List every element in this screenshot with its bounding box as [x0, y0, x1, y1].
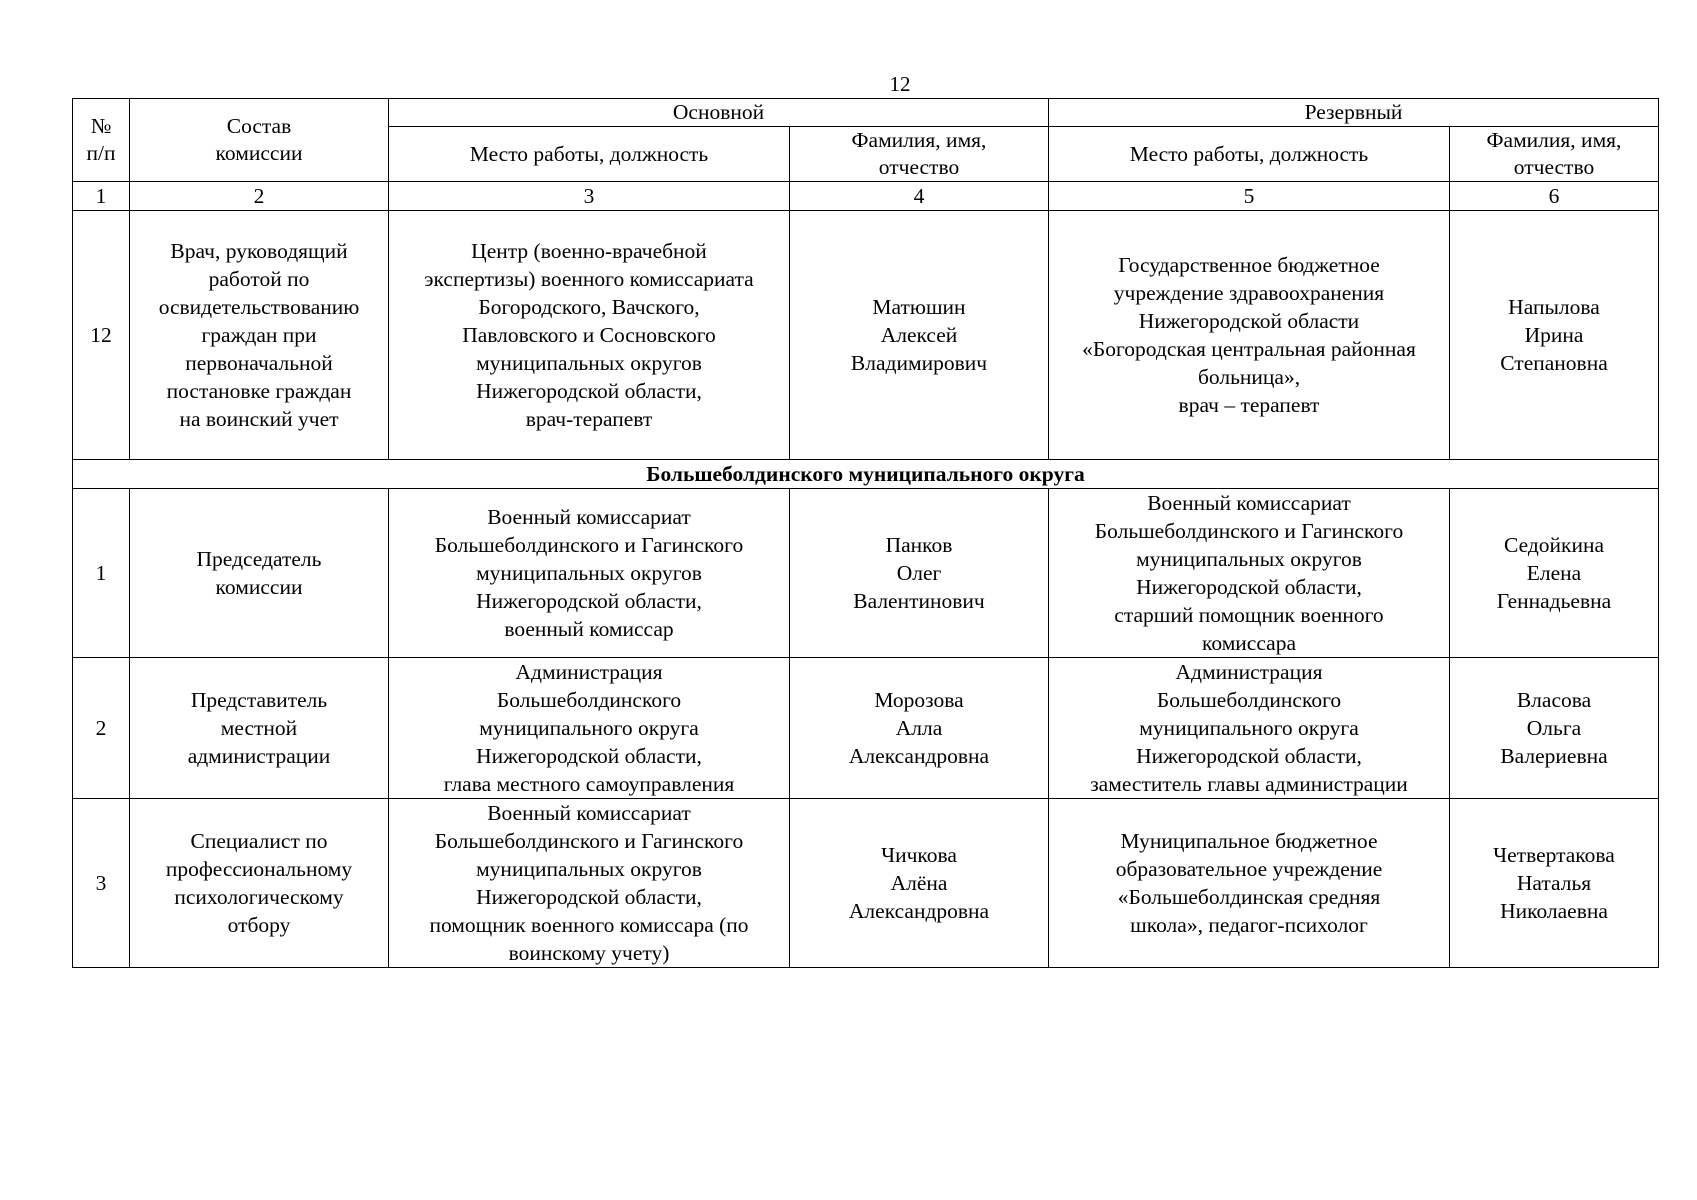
main-fio-cell: Морозова Алла Александровна — [790, 658, 1049, 799]
header-reserve-workplace: Место работы, должность — [1049, 127, 1450, 182]
reserve-workplace-cell: Администрация Большеболдинского муниципального округа Нижегородской области, заместитель главы администрации — [1049, 658, 1450, 799]
reserve-fio-cell: Напылова Ирина Степановна — [1450, 211, 1659, 460]
main-workplace-cell: Администрация Большеболдинского муниципального округа Нижегородской области, глава местного самоуправления — [389, 658, 790, 799]
composition-cell: Врач, руководящий работой по освидетельствованию граждан при первоначальной постановке граждан на воинский учет — [130, 211, 389, 460]
column-number: 2 — [130, 182, 389, 211]
reserve-fio-cell: Седойкина Елена Геннадьевна — [1450, 489, 1659, 658]
composition-cell: Председатель комиссии — [130, 489, 389, 658]
table-row — [73, 211, 1659, 460]
column-number: 1 — [73, 182, 130, 211]
commission-table — [72, 98, 1659, 968]
main-fio-cell: Чичкова Алёна Александровна — [790, 799, 1049, 968]
header-row-top — [73, 99, 1659, 127]
row-number: 3 — [73, 799, 130, 968]
main-workplace-cell: Центр (военно-врачебной экспертизы) военного комиссариата Богородского, Вачского, Павловского и Сосновского муниципальных округов Нижегородской области, врач-терапевт — [389, 211, 790, 460]
column-number: 4 — [790, 182, 1049, 211]
reserve-workplace-cell: Муниципальное бюджетное образовательное учреждение «Большеболдинская средняя школа», педагог-психолог — [1049, 799, 1450, 968]
header-reserve: Резервный — [1049, 99, 1659, 127]
reserve-fio-cell: Власова Ольга Валериевна — [1450, 658, 1659, 799]
composition-cell: Специалист по профессиональному психологическому отбору — [130, 799, 389, 968]
composition-cell: Представитель местной администрации — [130, 658, 389, 799]
main-fio-cell: Панков Олег Валентинович — [790, 489, 1049, 658]
page-number: 12 — [889, 72, 911, 96]
reserve-fio-cell: Четвертакова Наталья Николаевна — [1450, 799, 1659, 968]
header-main-workplace: Место работы, должность — [389, 127, 790, 182]
main-workplace-cell: Военный комиссариат Большеболдинского и Гагинского муниципальных округов Нижегородской области, помощник военного комиссара (по воинскому учету) — [389, 799, 790, 968]
row-number: 12 — [73, 211, 130, 460]
header-reserve-fio: Фамилия, имя, отчество — [1450, 127, 1659, 182]
header-main-fio: Фамилия, имя, отчество — [790, 127, 1049, 182]
table-row — [73, 799, 1659, 968]
header-composition: Состав комиссии — [130, 99, 389, 182]
main-fio-cell: Матюшин Алексей Владимирович — [790, 211, 1049, 460]
column-number: 5 — [1049, 182, 1450, 211]
section-row — [73, 460, 1659, 489]
section-title: Большеболдинского муниципального округа — [73, 460, 1659, 489]
reserve-workplace-cell: Военный комиссариат Большеболдинского и Гагинского муниципальных округов Нижегородской области, старший помощник военного комиссара — [1049, 489, 1450, 658]
column-number-row — [73, 182, 1659, 211]
main-workplace-cell: Военный комиссариат Большеболдинского и Гагинского муниципальных округов Нижегородской области, военный комиссар — [389, 489, 790, 658]
header-main: Основной — [389, 99, 1049, 127]
row-number: 1 — [73, 489, 130, 658]
header-num: № п/п — [73, 99, 130, 182]
column-number: 3 — [389, 182, 790, 211]
reserve-workplace-cell: Государственное бюджетное учреждение здравоохранения Нижегородской области «Богородская центральная районная больница», врач – терапевт — [1049, 211, 1450, 460]
table-row — [73, 658, 1659, 799]
row-number: 2 — [73, 658, 130, 799]
column-number: 6 — [1450, 182, 1659, 211]
table-row — [73, 489, 1659, 658]
